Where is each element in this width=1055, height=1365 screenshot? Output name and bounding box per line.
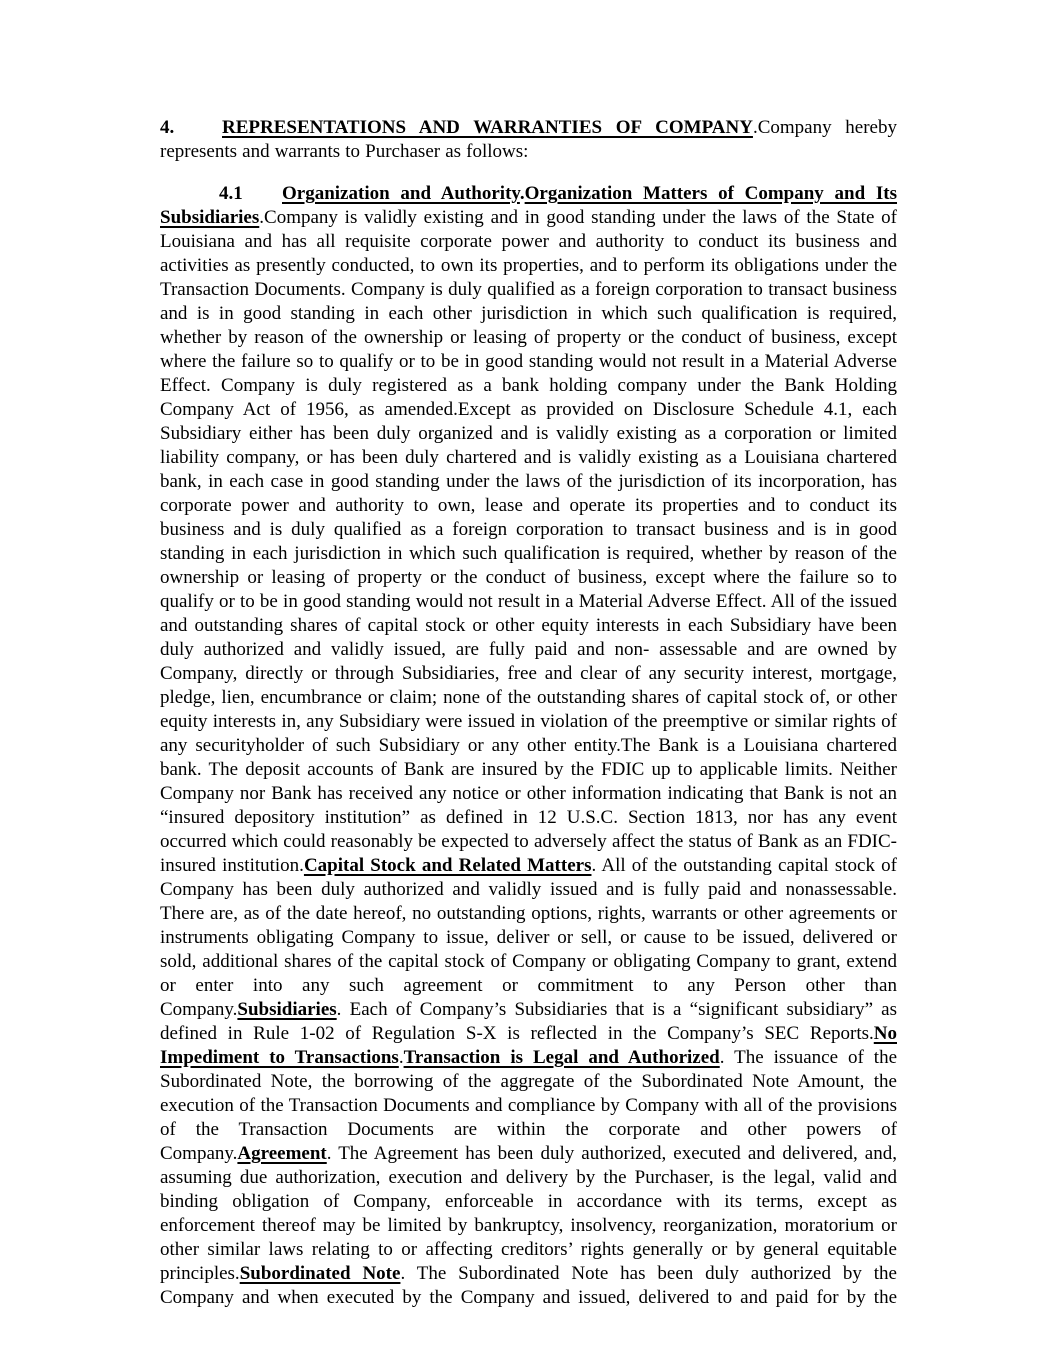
text-run: Company is validly existing and in good standing under the laws of the State of Louisiana and has all requisite corporate power and authority to conduct its business and activities as presently conducted, to own its properties, and to perform its obligations under the Transaction Documents. Company is duly qualified as a foreign corporation to transact business and is in good standing in each other jurisdiction in which such qualification is required, whether by reason of the ownership or leasing of property or the conduct of business, except where the failure so to qualify or to be in good standing would not result in a Material Adverse Effect. Company is duly registered as a bank holding company under the Bank Holding Company Act of 1956, as amended.Except as provided on Disclosure Schedule 4.1, each Subsidiary either has been duly organized and is validly existing as a corporation or limited liability company, or has been duly chartered and is validly existing as a Louisiana chartered bank, in each case in good standing under the laws of the jurisdiction of its incorporation, has corporate power and authority to own, lease and operate its properties and to conduct its business and is duly qualified as a foreign corporation to transact business and is in good standing in each jurisdiction in which such qualification is required, whether by reason of the ownership or leasing of property or the conduct of business, except where the failure so to qualify or to be in good standing would not result in a Material Adverse Effect. All of the issued and outstanding shares of capital stock or other equity interests in each Subsidiary have been duly authorized and validly issued, are fully paid and non- assessable and are owned by Company, directly or through Subsidiaries, free and clear of any security interest, mortgage, pledge, lien, encumbrance or claim; none of the outstanding shares of capital stock of, or other equity interests in, any Subsidiary were issued in violation of the preemptive or similar rights of any securityholder of such Subsidiary or any other entity.The Bank is a Louisiana chartered bank. The deposit accounts of Bank are insured by the FDIC up to applicable limits. Neither Company nor Bank has received any notice or other information indicating that Bank is not an “insured depository institution” as defined in 12 U.S.C. Section 1813, nor has any event occurred which could reasonably be expected to adversely affect the status of Bank as an FDIC-insured institution.	[160, 207, 897, 876]
defined-term: Capital Stock and Related Matters	[303, 855, 592, 876]
section-number: 4.	[160, 117, 175, 138]
text-run: . All of the outstanding capital stock of Company has been duly authorized and validly issued and is fully paid and nonassessable. There are, as of the date hereof, no outstanding options, rights, warrants or other agreements or instruments obligating Company to issue, deliver or sell, or cause to be issued, delivered or sold, additional shares of the capital stock of Company or obligating Company to grant, extend or enter into any such agreement or commitment to any Person other than Company.	[160, 855, 897, 1020]
section-4-heading	[160, 116, 897, 164]
text-run: . The issuance of the Subordinated Note, the borrowing of the aggregate of the Subordinated Note Amount, the execution of the Transaction Documents and compliance by Company with all of the provisions of the Transaction Documents are within the corporate and other powers of Company.	[160, 1047, 897, 1164]
text-run: . The Subordinated Note has been duly authorized by the Company and when executed by the Company and issued, delivered to and paid for by the	[160, 1263, 897, 1308]
section-number: 4.1	[219, 183, 243, 204]
defined-term: Subordinated Note	[239, 1263, 401, 1284]
text-run: .	[519, 183, 525, 204]
document-text-block	[160, 116, 897, 1310]
text-run: . Each of Company’s Subsidiaries that is a “significant subsidiary” as defined in Rule 1-02 of Regulation S-X is reflected in the Company’s SEC Reports.	[160, 999, 897, 1044]
text-run: .Company hereby represents and warrants to Purchaser as follows:	[160, 117, 897, 162]
text-run: .	[398, 1047, 404, 1068]
defined-term: Organization Matters of Company and Its Subsidiaries	[160, 183, 898, 228]
defined-term: No Impediment to Transactions	[160, 1023, 897, 1068]
defined-term: Subsidiaries	[237, 999, 337, 1020]
defined-term: Transaction is Legal and Authorized	[403, 1047, 720, 1068]
defined-term: Organization and Authority	[282, 183, 520, 204]
text-run: .	[259, 207, 265, 228]
defined-term: Agreement	[237, 1143, 327, 1164]
text-run: . The Agreement has been duly authorized, executed and delivered, and, assuming due authorization, execution and delivery by the Purchaser, is the legal, valid and binding obligation of Company, enforceable in accordance with its terms, except as enforcement thereof may be limited by bankruptcy, insolvency, reorganization, moratorium or other similar laws relating to or affecting creditors’ rights generally or by general equitable principles.	[160, 1143, 897, 1284]
defined-term: REPRESENTATIONS AND WARRANTIES OF COMPANY	[222, 117, 753, 138]
section-4-1-body	[160, 182, 897, 1310]
